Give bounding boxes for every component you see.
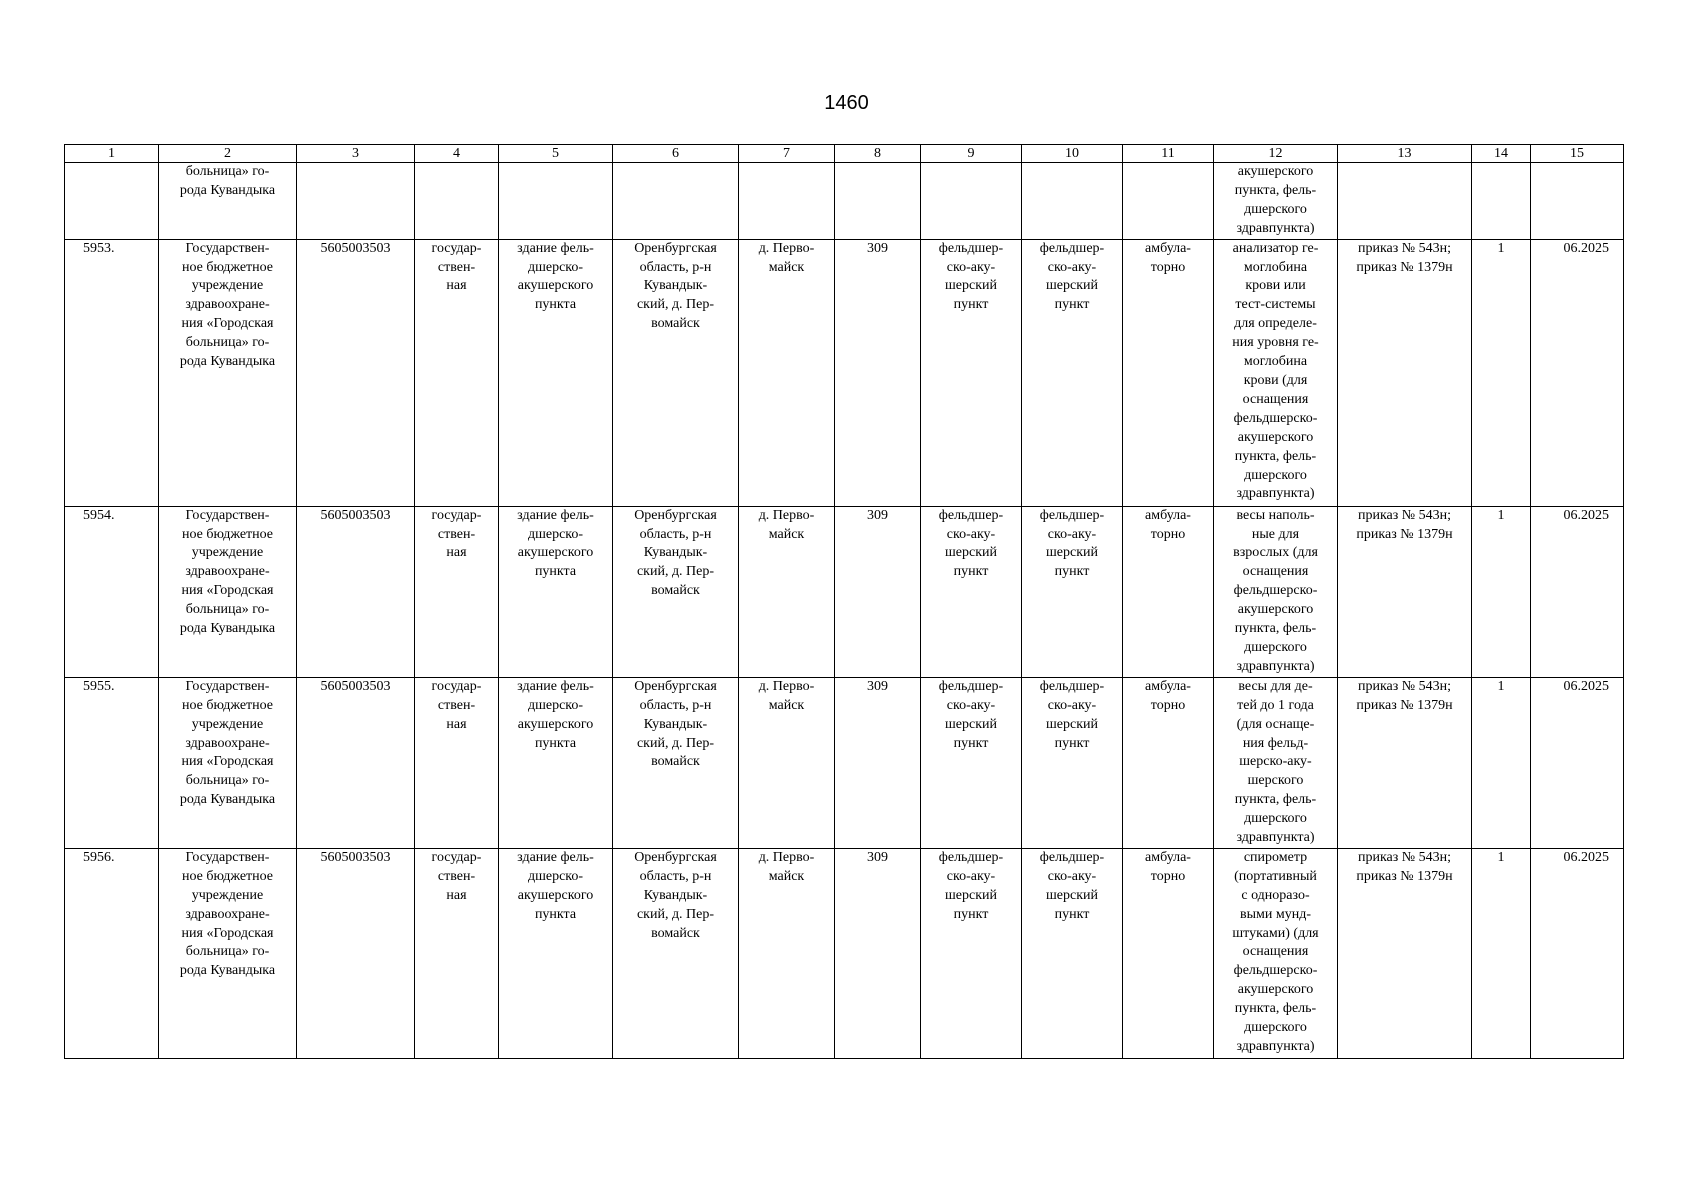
cell-code: 309 — [835, 506, 921, 677]
cell-date: 06.2025 — [1531, 239, 1624, 506]
cell-org: Государствен- ное бюджетное учреждение здравоохране- ния «Городская больница» го- рода Кувандыка — [159, 506, 297, 677]
cell-org: Государствен- ное бюджетное учреждение здравоохране- ния «Городская больница» го- рода Кувандыка — [159, 677, 297, 848]
cell-locality: д. Перво- майск — [739, 506, 835, 677]
header-col-1: 1 — [65, 145, 159, 163]
cell-code — [835, 163, 921, 240]
cell-ownership: государ- ствен- ная — [415, 239, 499, 506]
header-col-8: 8 — [835, 145, 921, 163]
cell-code: 309 — [835, 677, 921, 848]
equipment-table — [64, 144, 1624, 1059]
cell-locality: д. Перво- майск — [739, 239, 835, 506]
header-col-9: 9 — [921, 145, 1022, 163]
cell-equipment: спирометр (портативный с одноразо- выми мунд- штуками) (для оснащения фельдшерско- акушерского пункта, фель- дшерского здравпункта) — [1214, 848, 1338, 1058]
header-col-2: 2 — [159, 145, 297, 163]
table-header — [65, 145, 1624, 163]
cell-inn: 5605003503 — [297, 677, 415, 848]
header-col-15: 15 — [1531, 145, 1624, 163]
cell-code: 309 — [835, 848, 921, 1058]
cell-inn: 5605003503 — [297, 506, 415, 677]
header-col-13: 13 — [1338, 145, 1472, 163]
cell-equipment: весы для де- тей до 1 года (для оснаще- ния фельд- шерско-аку- шерского пункта, фель- дшерского здравпункта) — [1214, 677, 1338, 848]
cell-type10: фельдшер- ско-аку- шерский пункт — [1022, 677, 1123, 848]
cell-address: Оренбургская область, р-н Кувандык- ский, д. Пер- вомайск — [613, 677, 739, 848]
cell-care: амбула- торно — [1123, 848, 1214, 1058]
cell-inn — [297, 163, 415, 240]
cell-qty: 1 — [1472, 239, 1531, 506]
cell-type10 — [1022, 163, 1123, 240]
cell-address: Оренбургская область, р-н Кувандык- ский, д. Пер- вомайск — [613, 848, 739, 1058]
cell-type9: фельдшер- ско-аку- шерский пункт — [921, 239, 1022, 506]
header-col-11: 11 — [1123, 145, 1214, 163]
cell-equipment: весы наполь- ные для взрослых (для оснащения фельдшерско- акушерского пункта, фель- дшерского здравпункта) — [1214, 506, 1338, 677]
header-col-14: 14 — [1472, 145, 1531, 163]
cell-date: 06.2025 — [1531, 677, 1624, 848]
cell-building: здание фель- дшерско- акушерского пункта — [499, 239, 613, 506]
cell-type10: фельдшер- ско-аку- шерский пункт — [1022, 848, 1123, 1058]
cell-building — [499, 163, 613, 240]
cell-org: Государствен- ное бюджетное учреждение здравоохране- ния «Городская больница» го- рода Кувандыка — [159, 848, 297, 1058]
cell-date — [1531, 163, 1624, 240]
cell-num: 5955. — [65, 677, 159, 848]
cell-type10: фельдшер- ско-аку- шерский пункт — [1022, 239, 1123, 506]
cell-date: 06.2025 — [1531, 848, 1624, 1058]
cell-locality — [739, 163, 835, 240]
cell-care: амбула- торно — [1123, 239, 1214, 506]
cell-order: приказ № 543н; приказ № 1379н — [1338, 239, 1472, 506]
table-row — [65, 239, 1624, 506]
cell-date: 06.2025 — [1531, 506, 1624, 677]
cell-type10: фельдшер- ско-аку- шерский пункт — [1022, 506, 1123, 677]
cell-org: Государствен- ное бюджетное учреждение здравоохране- ния «Городская больница» го- рода Кувандыка — [159, 239, 297, 506]
header-col-10: 10 — [1022, 145, 1123, 163]
cell-locality: д. Перво- майск — [739, 848, 835, 1058]
table-row — [65, 848, 1624, 1058]
cell-type9: фельдшер- ско-аку- шерский пункт — [921, 848, 1022, 1058]
cell-order — [1338, 163, 1472, 240]
header-col-3: 3 — [297, 145, 415, 163]
cell-care: амбула- торно — [1123, 677, 1214, 848]
cell-type9: фельдшер- ско-аку- шерский пункт — [921, 677, 1022, 848]
cell-qty: 1 — [1472, 848, 1531, 1058]
header-col-7: 7 — [739, 145, 835, 163]
cell-type9: фельдшер- ско-аку- шерский пункт — [921, 506, 1022, 677]
cell-qty — [1472, 163, 1531, 240]
header-col-5: 5 — [499, 145, 613, 163]
header-col-4: 4 — [415, 145, 499, 163]
cell-care — [1123, 163, 1214, 240]
cell-address — [613, 163, 739, 240]
continuation-row — [65, 163, 1624, 240]
header-col-6: 6 — [613, 145, 739, 163]
cell-code: 309 — [835, 239, 921, 506]
cell-num: 5956. — [65, 848, 159, 1058]
cell-inn: 5605003503 — [297, 239, 415, 506]
cell-building: здание фель- дшерско- акушерского пункта — [499, 506, 613, 677]
cell-order: приказ № 543н; приказ № 1379н — [1338, 677, 1472, 848]
cell-care: амбула- торно — [1123, 506, 1214, 677]
cell-address: Оренбургская область, р-н Кувандык- ский, д. Пер- вомайск — [613, 506, 739, 677]
cell-locality: д. Перво- майск — [739, 677, 835, 848]
cell-inn: 5605003503 — [297, 848, 415, 1058]
cell-ownership: государ- ствен- ная — [415, 848, 499, 1058]
header-row — [65, 145, 1624, 163]
page-number: 1460 — [824, 92, 869, 114]
table-row — [65, 677, 1624, 848]
cell-num — [65, 163, 159, 240]
cell-equipment: анализатор ге- моглобина крови или тест-системы для определе- ния уровня ге- моглобина крови (для оснащения фельдшерско- акушерского пункта, фель- дшерского здравпункта) — [1214, 239, 1338, 506]
cell-org: больница» го- рода Кувандыка — [159, 163, 297, 240]
cell-ownership: государ- ствен- ная — [415, 677, 499, 848]
cell-ownership: государ- ствен- ная — [415, 506, 499, 677]
cell-ownership — [415, 163, 499, 240]
cell-qty: 1 — [1472, 677, 1531, 848]
cell-num: 5953. — [65, 239, 159, 506]
cell-equipment: акушерского пункта, фель- дшерского здравпункта) — [1214, 163, 1338, 240]
cell-num: 5954. — [65, 506, 159, 677]
cell-address: Оренбургская область, р-н Кувандык- ский, д. Пер- вомайск — [613, 239, 739, 506]
cell-building: здание фель- дшерско- акушерского пункта — [499, 677, 613, 848]
header-col-12: 12 — [1214, 145, 1338, 163]
cell-order: приказ № 543н; приказ № 1379н — [1338, 506, 1472, 677]
cell-type9 — [921, 163, 1022, 240]
cell-qty: 1 — [1472, 506, 1531, 677]
table-row — [65, 506, 1624, 677]
cell-order: приказ № 543н; приказ № 1379н — [1338, 848, 1472, 1058]
cell-building: здание фель- дшерско- акушерского пункта — [499, 848, 613, 1058]
